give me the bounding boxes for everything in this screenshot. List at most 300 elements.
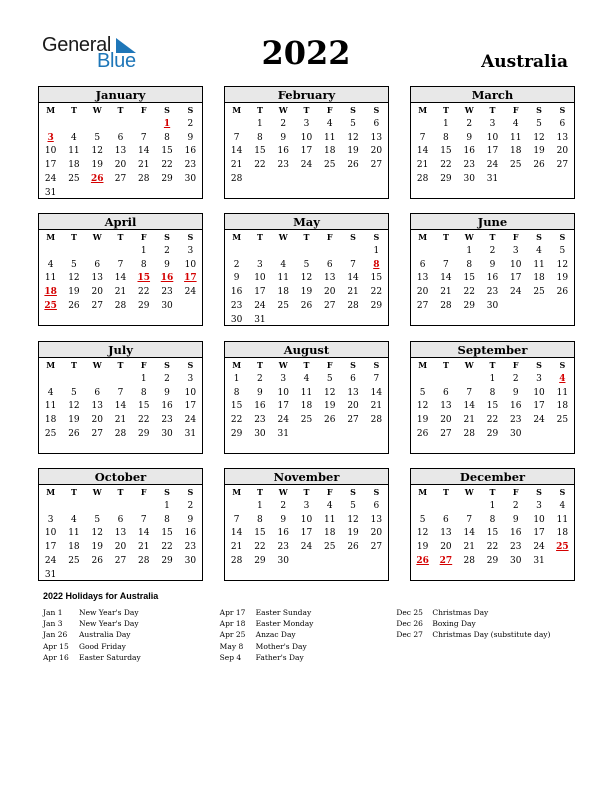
holiday-name: Easter Monday bbox=[255, 619, 314, 629]
holiday-date: Apr 18 bbox=[219, 619, 246, 629]
day-cell: 10 bbox=[300, 132, 313, 143]
day-cell: 13 bbox=[440, 401, 452, 412]
weekday-header: T bbox=[303, 105, 310, 115]
day-cell: 27 bbox=[91, 300, 103, 311]
day-cell: 28 bbox=[463, 428, 475, 439]
weekday-header: T bbox=[303, 232, 310, 242]
day-cell: 4 bbox=[47, 259, 54, 270]
day-cell: 29 bbox=[254, 555, 266, 566]
day-cell: 20 bbox=[347, 401, 359, 412]
day-cell: 4 bbox=[71, 132, 77, 143]
weekday-header: T bbox=[442, 360, 449, 370]
empty-day-cell bbox=[39, 118, 62, 132]
empty-day-cell bbox=[272, 173, 295, 187]
day-cell: 26 bbox=[300, 300, 313, 311]
weekday-header: W bbox=[92, 487, 102, 497]
empty-day-cell bbox=[86, 500, 109, 514]
holiday-item bbox=[220, 607, 397, 618]
day-cell: 18 bbox=[68, 160, 80, 171]
day-cell: 3 bbox=[303, 118, 310, 129]
empty-day-cell bbox=[109, 373, 132, 387]
weekday-header: S bbox=[187, 232, 194, 242]
day-cell: 31 bbox=[254, 314, 266, 325]
day-cell: 24 bbox=[184, 287, 197, 298]
day-cell: 30 bbox=[161, 300, 173, 311]
empty-day-cell bbox=[39, 500, 62, 514]
day-cell: 9 bbox=[280, 514, 287, 525]
day-cell: 16 bbox=[277, 528, 289, 539]
weekday-header: T bbox=[256, 487, 263, 497]
weekday-header: W bbox=[92, 105, 102, 115]
day-cell: 15 bbox=[138, 401, 150, 412]
holiday-name: Christmas Day (substitute day) bbox=[432, 630, 551, 640]
day-cell: 17 bbox=[277, 401, 289, 412]
weekday-header: T bbox=[70, 487, 77, 497]
weekday-header-row bbox=[225, 359, 388, 373]
day-cell: 14 bbox=[138, 528, 150, 539]
empty-day-cell bbox=[86, 245, 109, 259]
day-cell: 18 bbox=[324, 528, 336, 539]
week-row bbox=[225, 300, 388, 314]
day-cell: 22 bbox=[370, 287, 383, 298]
day-cell: 11 bbox=[44, 401, 57, 412]
day-cell: 12 bbox=[68, 401, 80, 412]
day-cell: 11 bbox=[68, 528, 80, 539]
day-cell: 4 bbox=[326, 500, 333, 511]
weekday-header-row bbox=[39, 104, 202, 118]
day-cell: 17 bbox=[184, 401, 197, 412]
holiday-date: Dec 27 bbox=[396, 630, 423, 640]
day-cell: 12 bbox=[533, 132, 545, 143]
empty-day-cell bbox=[132, 569, 155, 583]
empty-day-cell bbox=[434, 500, 457, 514]
day-cell: 22 bbox=[161, 160, 173, 171]
holiday-date: Dec 25 bbox=[396, 608, 423, 617]
holiday-day-cell: 16 bbox=[160, 273, 174, 284]
week-row bbox=[411, 514, 574, 528]
week-row bbox=[39, 118, 202, 132]
week-row bbox=[39, 555, 202, 569]
week-row bbox=[411, 527, 574, 541]
empty-day-cell bbox=[62, 187, 85, 201]
week-row bbox=[225, 555, 388, 569]
month-october bbox=[38, 468, 203, 581]
day-cell: 12 bbox=[68, 273, 80, 284]
day-cell: 8 bbox=[164, 514, 170, 525]
day-cell: 7 bbox=[466, 387, 473, 398]
empty-day-cell bbox=[551, 555, 574, 569]
holiday-day-cell: 25 bbox=[44, 300, 57, 311]
day-cell: 24 bbox=[486, 160, 499, 171]
day-cell: 31 bbox=[277, 428, 289, 439]
day-cell: 5 bbox=[536, 118, 542, 129]
day-cell: 23 bbox=[510, 415, 522, 426]
month-february bbox=[224, 86, 389, 199]
day-cell: 6 bbox=[94, 387, 101, 398]
day-cell: 23 bbox=[277, 542, 289, 553]
week-row bbox=[225, 400, 388, 414]
week-row bbox=[411, 428, 574, 442]
day-cell: 30 bbox=[486, 300, 499, 311]
empty-day-cell bbox=[179, 569, 202, 583]
day-cell: 17 bbox=[300, 146, 313, 157]
week-row bbox=[39, 132, 202, 146]
weekday-header: S bbox=[536, 105, 542, 115]
day-cell: 26 bbox=[556, 287, 569, 298]
calendar-year: 2022 bbox=[261, 34, 351, 72]
day-cell: 29 bbox=[486, 555, 499, 566]
day-cell: 12 bbox=[416, 528, 429, 539]
weekday-header: S bbox=[373, 232, 380, 242]
day-cell: 3 bbox=[280, 373, 287, 384]
day-cell: 8 bbox=[443, 132, 449, 143]
weekday-header: F bbox=[512, 487, 519, 497]
weekday-header: S bbox=[187, 487, 194, 497]
day-cell: 10 bbox=[184, 387, 197, 398]
week-row bbox=[225, 118, 388, 132]
day-cell: 7 bbox=[117, 387, 124, 398]
weekday-header: M bbox=[46, 105, 56, 115]
weekday-header: T bbox=[117, 232, 124, 242]
weekday-header-row bbox=[39, 231, 202, 245]
day-cell: 14 bbox=[463, 528, 475, 539]
day-cell: 25 bbox=[556, 415, 569, 426]
empty-day-cell bbox=[527, 300, 550, 314]
month-january bbox=[38, 86, 203, 199]
day-cell: 15 bbox=[161, 528, 173, 539]
empty-day-cell bbox=[62, 500, 85, 514]
day-cell: 29 bbox=[440, 173, 452, 184]
holiday-date: Apr 17 bbox=[219, 608, 246, 617]
weekday-header: S bbox=[187, 360, 194, 370]
weekday-header: W bbox=[464, 232, 474, 242]
day-cell: 14 bbox=[114, 273, 127, 284]
day-cell: 21 bbox=[370, 401, 383, 412]
holiday-day-cell: 8 bbox=[373, 259, 380, 270]
day-cell: 23 bbox=[184, 542, 197, 553]
empty-day-cell bbox=[248, 173, 271, 187]
week-row bbox=[411, 132, 574, 146]
day-cell: 1 bbox=[466, 245, 473, 256]
weekday-header: F bbox=[326, 105, 333, 115]
day-cell: 19 bbox=[324, 401, 336, 412]
weekday-header: M bbox=[46, 487, 56, 497]
day-cell: 24 bbox=[300, 542, 313, 553]
day-cell: 25 bbox=[324, 160, 336, 171]
day-cell: 31 bbox=[44, 187, 57, 198]
day-cell: 14 bbox=[138, 146, 150, 157]
holidays-columns bbox=[43, 607, 573, 663]
day-cell: 1 bbox=[489, 500, 496, 511]
day-cell: 15 bbox=[161, 146, 173, 157]
day-cell: 29 bbox=[486, 428, 499, 439]
day-cell: 21 bbox=[463, 542, 475, 553]
day-cell: 7 bbox=[443, 259, 449, 270]
weekday-header: W bbox=[278, 105, 288, 115]
week-row bbox=[225, 387, 388, 401]
weekday-header: F bbox=[140, 105, 147, 115]
day-cell: 28 bbox=[230, 555, 243, 566]
day-cell: 28 bbox=[440, 300, 452, 311]
day-cell: 21 bbox=[230, 160, 243, 171]
empty-day-cell bbox=[109, 500, 132, 514]
weekday-header: S bbox=[164, 232, 170, 242]
day-cell: 20 bbox=[556, 146, 569, 157]
week-row bbox=[39, 428, 202, 442]
week-row bbox=[411, 259, 574, 273]
day-cell: 23 bbox=[230, 300, 243, 311]
day-cell: 14 bbox=[230, 528, 243, 539]
weekday-header: M bbox=[232, 487, 242, 497]
weekday-header: S bbox=[559, 487, 566, 497]
day-cell: 3 bbox=[257, 259, 263, 270]
day-cell: 9 bbox=[512, 514, 519, 525]
week-row bbox=[411, 272, 574, 286]
weekday-header: F bbox=[140, 360, 147, 370]
day-cell: 11 bbox=[68, 146, 80, 157]
day-cell: 21 bbox=[463, 415, 475, 426]
day-cell: 4 bbox=[326, 118, 333, 129]
day-cell: 11 bbox=[324, 514, 336, 525]
day-cell: 6 bbox=[443, 514, 449, 525]
day-cell: 27 bbox=[324, 300, 336, 311]
day-cell: 3 bbox=[489, 118, 496, 129]
week-row bbox=[225, 245, 388, 259]
week-row bbox=[39, 145, 202, 159]
country-name: Australia bbox=[481, 52, 568, 72]
week-row bbox=[225, 272, 388, 286]
month-may bbox=[224, 213, 389, 326]
day-cell: 15 bbox=[440, 146, 452, 157]
empty-day-cell bbox=[272, 245, 295, 259]
week-row bbox=[39, 245, 202, 259]
day-cell: 18 bbox=[533, 273, 545, 284]
weekday-header: M bbox=[46, 360, 56, 370]
weekday-header: M bbox=[418, 105, 428, 115]
weekday-header: T bbox=[256, 360, 263, 370]
week-row bbox=[39, 286, 202, 300]
day-cell: 20 bbox=[370, 146, 383, 157]
day-cell: 28 bbox=[138, 555, 150, 566]
empty-day-cell bbox=[411, 118, 434, 132]
month-april bbox=[38, 213, 203, 326]
empty-day-cell bbox=[39, 373, 62, 387]
empty-day-cell bbox=[434, 245, 457, 259]
empty-day-cell bbox=[551, 300, 574, 314]
weekday-header: S bbox=[350, 232, 356, 242]
weekday-header-row bbox=[225, 486, 388, 500]
month-july bbox=[38, 341, 203, 454]
empty-day-cell bbox=[62, 118, 85, 132]
weekday-header-row bbox=[39, 486, 202, 500]
day-cell: 2 bbox=[466, 118, 473, 129]
weekday-header: M bbox=[418, 360, 428, 370]
day-cell: 8 bbox=[140, 259, 147, 270]
empty-day-cell bbox=[295, 314, 318, 328]
day-cell: 10 bbox=[486, 132, 499, 143]
day-cell: 21 bbox=[440, 287, 452, 298]
day-cell: 28 bbox=[416, 173, 429, 184]
day-cell: 2 bbox=[187, 118, 194, 129]
day-cell: 8 bbox=[489, 387, 496, 398]
week-row bbox=[39, 569, 202, 583]
weekday-header: F bbox=[140, 232, 147, 242]
day-cell: 6 bbox=[326, 259, 333, 270]
day-cell: 16 bbox=[510, 401, 522, 412]
month-name: July bbox=[39, 342, 202, 358]
week-row bbox=[411, 145, 574, 159]
week-row bbox=[225, 314, 388, 328]
day-cell: 27 bbox=[91, 428, 103, 439]
day-cell: 29 bbox=[138, 300, 150, 311]
empty-day-cell bbox=[318, 173, 341, 187]
day-cell: 15 bbox=[486, 528, 499, 539]
day-cell: 2 bbox=[233, 259, 240, 270]
day-cell: 19 bbox=[300, 287, 313, 298]
week-row bbox=[39, 272, 202, 286]
day-cell: 9 bbox=[489, 259, 496, 270]
week-row bbox=[39, 514, 202, 528]
day-cell: 17 bbox=[44, 160, 57, 171]
holiday-date: Jan 3 bbox=[43, 619, 63, 629]
weekday-header: S bbox=[187, 105, 194, 115]
day-cell: 22 bbox=[138, 287, 150, 298]
day-cell: 5 bbox=[71, 387, 77, 398]
weekday-header: W bbox=[464, 360, 474, 370]
holiday-item bbox=[396, 618, 573, 629]
weekday-header: M bbox=[418, 232, 428, 242]
empty-day-cell bbox=[109, 187, 132, 201]
day-cell: 29 bbox=[161, 173, 173, 184]
day-cell: 22 bbox=[486, 542, 499, 553]
day-cell: 11 bbox=[533, 259, 545, 270]
day-cell: 6 bbox=[559, 118, 566, 129]
day-cell: 18 bbox=[556, 528, 569, 539]
day-cell: 12 bbox=[324, 387, 336, 398]
day-cell: 2 bbox=[164, 373, 170, 384]
weekday-header: T bbox=[117, 487, 124, 497]
empty-day-cell bbox=[365, 314, 388, 328]
day-cell: 20 bbox=[91, 415, 103, 426]
day-cell: 27 bbox=[416, 300, 429, 311]
day-cell: 9 bbox=[466, 132, 473, 143]
day-cell: 20 bbox=[114, 160, 127, 171]
empty-day-cell bbox=[295, 428, 318, 442]
month-name: November bbox=[225, 469, 388, 485]
day-cell: 5 bbox=[419, 514, 426, 525]
day-cell: 17 bbox=[510, 273, 522, 284]
day-cell: 11 bbox=[324, 132, 336, 143]
week-row bbox=[225, 414, 388, 428]
day-cell: 30 bbox=[184, 555, 197, 566]
weekday-header: T bbox=[442, 487, 449, 497]
day-cell: 3 bbox=[47, 514, 54, 525]
weekday-header: T bbox=[117, 360, 124, 370]
day-cell: 24 bbox=[533, 542, 545, 553]
day-cell: 12 bbox=[347, 132, 359, 143]
day-cell: 5 bbox=[326, 373, 333, 384]
day-cell: 29 bbox=[230, 428, 243, 439]
day-cell: 30 bbox=[463, 173, 475, 184]
day-cell: 15 bbox=[370, 273, 383, 284]
holidays-column bbox=[220, 607, 397, 663]
month-name: September bbox=[411, 342, 574, 358]
day-cell: 2 bbox=[512, 500, 519, 511]
day-cell: 31 bbox=[44, 569, 57, 580]
day-cell: 16 bbox=[510, 528, 522, 539]
empty-day-cell bbox=[504, 300, 527, 314]
empty-day-cell bbox=[318, 314, 341, 328]
day-cell: 13 bbox=[347, 387, 359, 398]
day-cell: 3 bbox=[303, 500, 310, 511]
day-cell: 21 bbox=[416, 160, 429, 171]
day-cell: 6 bbox=[443, 387, 449, 398]
day-cell: 10 bbox=[254, 273, 266, 284]
week-row bbox=[411, 555, 574, 569]
day-cell: 28 bbox=[347, 300, 359, 311]
holiday-day-cell: 4 bbox=[559, 373, 566, 384]
day-cell: 25 bbox=[510, 160, 522, 171]
weekday-header: T bbox=[489, 232, 496, 242]
empty-day-cell bbox=[62, 245, 85, 259]
day-cell: 7 bbox=[233, 514, 240, 525]
weekday-header-row bbox=[225, 231, 388, 245]
holiday-name: Australia Day bbox=[79, 630, 131, 640]
empty-day-cell bbox=[551, 428, 574, 442]
week-row bbox=[411, 286, 574, 300]
day-cell: 21 bbox=[138, 160, 150, 171]
day-cell: 3 bbox=[512, 245, 519, 256]
day-cell: 8 bbox=[257, 132, 263, 143]
holiday-date: Apr 15 bbox=[43, 641, 69, 651]
day-cell: 4 bbox=[559, 500, 566, 511]
day-cell: 26 bbox=[416, 428, 429, 439]
month-september bbox=[410, 341, 575, 454]
day-cell: 7 bbox=[140, 132, 147, 143]
day-cell: 30 bbox=[230, 314, 243, 325]
day-cell: 24 bbox=[277, 415, 289, 426]
weekday-header: S bbox=[536, 360, 542, 370]
week-row bbox=[225, 514, 388, 528]
day-cell: 28 bbox=[230, 173, 243, 184]
day-cell: 1 bbox=[233, 373, 240, 384]
weekday-header: T bbox=[442, 105, 449, 115]
day-cell: 3 bbox=[187, 245, 194, 256]
day-cell: 22 bbox=[486, 415, 499, 426]
weekday-header: S bbox=[350, 105, 356, 115]
day-cell: 6 bbox=[117, 514, 124, 525]
day-cell: 27 bbox=[347, 415, 359, 426]
day-cell: 13 bbox=[324, 273, 336, 284]
week-row bbox=[39, 173, 202, 187]
weekday-header: W bbox=[278, 487, 288, 497]
day-cell: 10 bbox=[44, 146, 57, 157]
day-cell: 17 bbox=[300, 528, 313, 539]
weekday-header: S bbox=[559, 105, 566, 115]
day-cell: 4 bbox=[280, 259, 287, 270]
month-august bbox=[224, 341, 389, 454]
empty-day-cell bbox=[62, 373, 85, 387]
week-row bbox=[39, 527, 202, 541]
day-cell: 27 bbox=[114, 555, 127, 566]
day-cell: 4 bbox=[71, 514, 77, 525]
day-cell: 8 bbox=[466, 259, 473, 270]
day-cell: 1 bbox=[257, 500, 263, 511]
day-cell: 7 bbox=[140, 514, 147, 525]
day-cell: 7 bbox=[233, 132, 240, 143]
month-name: June bbox=[411, 214, 574, 230]
month-december bbox=[410, 468, 575, 581]
